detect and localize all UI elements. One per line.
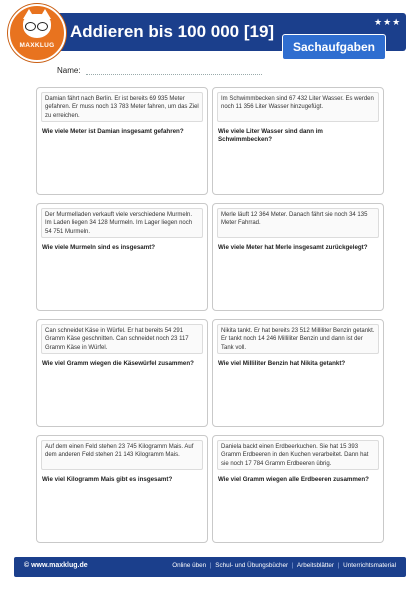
footer-link-books[interactable]: Schul- und Übungsbücher bbox=[215, 562, 289, 569]
task-card-3 bbox=[36, 203, 208, 311]
task-text: Auf dem einen Feld stehen 23 745 Kilogramm Mais. Auf dem anderen Feld stehen 21 143 Kilogramm Mais. bbox=[41, 440, 203, 470]
name-field[interactable] bbox=[86, 74, 262, 75]
footer-link-online[interactable]: Online üben bbox=[172, 562, 207, 569]
logo-text: MAXKLUG bbox=[19, 42, 55, 49]
task-question: Wie viele Meter ist Damian insgesamt gefahren? bbox=[42, 128, 184, 135]
task-card-1 bbox=[36, 87, 208, 195]
task-question: Wie viele Murmeln sind es insgesamt? bbox=[42, 244, 156, 251]
footer-separator: | bbox=[337, 562, 340, 569]
task-question: Wie viel Kilogramm Mais gibt es insgesamt? bbox=[42, 476, 173, 483]
task-text: Merle läuft 12 364 Meter. Danach fährt sie noch 34 135 Meter Fahrrad. bbox=[217, 208, 379, 238]
task-card-4 bbox=[212, 203, 384, 311]
footer-links bbox=[172, 562, 396, 569]
task-text: Daniela backt einen Erdbeerkuchen. Sie hat 15 393 Gramm Erdbeeren in den Kuchen verarbeitet. Dann hat sie noch 17 784 Gramm Erdbeeren übrig. bbox=[217, 440, 379, 470]
task-card-6 bbox=[212, 319, 384, 427]
task-text: Damian fährt nach Berlin. Er ist bereits 69 935 Meter gefahren. Er muss noch 13 783 Meter fahren, um das Ziel zu erreichen. bbox=[41, 92, 203, 122]
task-text: Im Schwimmbecken sind 67 432 Liter Wasser. Es werden noch 11 356 Liter Wasser hinzugefügt. bbox=[217, 92, 379, 122]
glasses-icon bbox=[25, 22, 49, 30]
difficulty-stars: ★★★ bbox=[374, 17, 402, 27]
footer-link-material[interactable]: Unterrichtsmaterial bbox=[343, 562, 396, 569]
footer-bar bbox=[14, 557, 406, 577]
page-title: Addieren bis 100 000 [19] bbox=[70, 22, 275, 41]
maxklug-logo bbox=[8, 4, 66, 62]
name-label: Name: bbox=[57, 66, 81, 75]
footer-separator: | bbox=[291, 562, 294, 569]
task-question: Wie viel Gramm wiegen die Käsewürfel zusammen? bbox=[42, 360, 194, 367]
task-text: Nikita tankt. Er hat bereits 23 512 Milliliter Benzin getankt. Er tankt noch 14 246 Milliliter Benzin und dann ist der Tank voll. bbox=[217, 324, 379, 354]
task-card-7 bbox=[36, 435, 208, 543]
footer-separator: | bbox=[209, 562, 212, 569]
task-text: Can schneidet Käse in Würfel. Er hat bereits 54 291 Gramm Käse geschnitten. Can schneidet noch 23 117 Gramm Käse in Würfel. bbox=[41, 324, 203, 354]
task-question: Wie viele Liter Wasser sind dann im Schwimmbecken? bbox=[218, 128, 323, 144]
task-card-5 bbox=[36, 319, 208, 427]
task-question: Wie viel Milliliter Benzin hat Nikita getankt? bbox=[218, 360, 346, 367]
task-card-8 bbox=[212, 435, 384, 543]
footer-website-link[interactable]: © www.maxklug.de bbox=[24, 562, 88, 569]
task-question: Wie viele Meter hat Merle insgesamt zurückgelegt? bbox=[218, 244, 368, 251]
task-text: Der Murmelladen verkauft viele verschiedene Murmeln. Im Laden liegen 34 128 Murmeln. Im Lager liegen noch 54 751 Murmeln. bbox=[41, 208, 203, 238]
task-card-2 bbox=[212, 87, 384, 195]
footer-link-worksheets[interactable]: Arbeitsblätter bbox=[296, 562, 335, 569]
category-badge: Sachaufgaben bbox=[282, 34, 386, 60]
task-question: Wie viel Gramm wiegen alle Erdbeeren zusammen? bbox=[218, 476, 369, 483]
